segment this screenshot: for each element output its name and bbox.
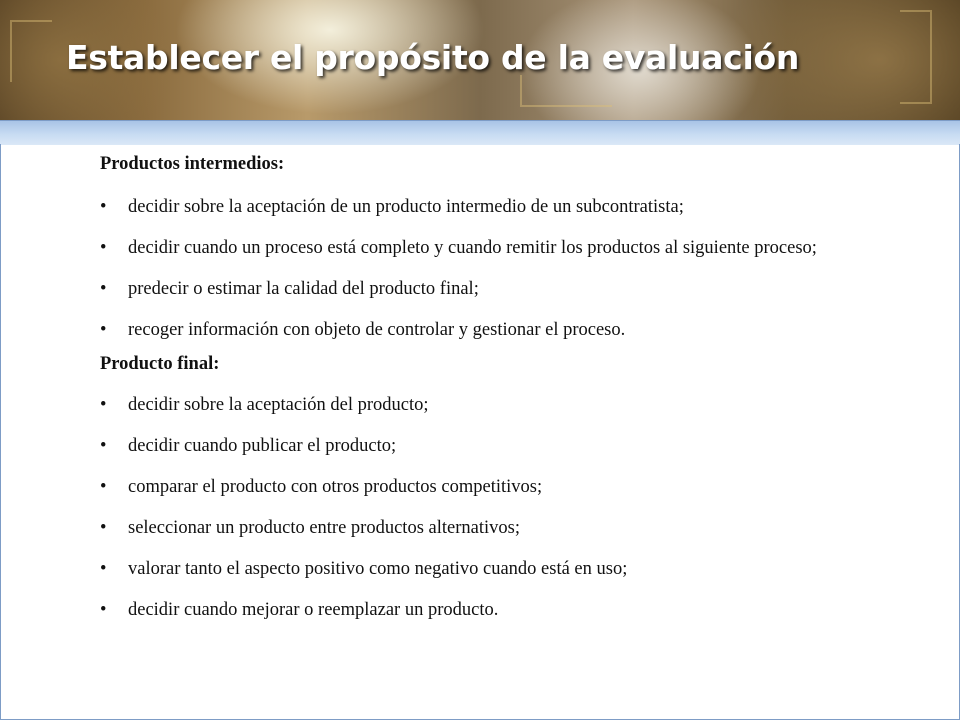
list-item (100, 558, 864, 580)
circuit-trace (10, 20, 52, 82)
bullet-icon: • (100, 320, 107, 340)
list-item-text: comparar el producto con otros productos competitivos; (128, 477, 543, 497)
list-item-text: valorar tanto el aspecto positivo como negativo cuando está en uso; (128, 559, 628, 579)
slide-content (100, 153, 864, 621)
bullet-icon: • (100, 600, 107, 620)
list-item (100, 319, 864, 341)
bullet-icon: • (100, 279, 107, 299)
list-item-text: decidir sobre la aceptación del producto; (128, 395, 429, 415)
list-item (100, 476, 864, 498)
bullet-icon: • (100, 395, 107, 415)
list-item-text: seleccionar un producto entre productos alternativos; (128, 518, 520, 538)
circuit-trace (900, 10, 932, 104)
section-heading: Producto final: (100, 354, 220, 374)
list-item-text: recoger información con objeto de controlar y gestionar el proceso. (128, 320, 626, 340)
bullet-icon: • (100, 197, 107, 217)
header-banner (0, 0, 960, 120)
list-item (100, 599, 864, 621)
list-item (100, 278, 864, 300)
circuit-trace (520, 75, 612, 107)
list-item-text: decidir cuando un proceso está completo y cuando remitir los productos al siguiente proceso; (128, 238, 817, 258)
bullet-icon: • (100, 436, 107, 456)
list-item-text: predecir o estimar la calidad del producto final; (128, 279, 479, 299)
title-band (0, 120, 960, 145)
list-item (100, 196, 864, 218)
list-item (100, 435, 864, 457)
bullet-icon: • (100, 559, 107, 579)
list-item-text: decidir cuando mejorar o reemplazar un producto. (128, 600, 499, 620)
list-item-text: decidir cuando publicar el producto; (128, 436, 397, 456)
section-heading: Productos intermedios: (100, 154, 285, 174)
list-item (100, 237, 864, 259)
page-title: Establecer el propósito de la evaluación (66, 38, 800, 77)
list-item-text: decidir sobre la aceptación de un producto intermedio de un subcontratista; (128, 197, 684, 217)
bullet-icon: • (100, 238, 107, 258)
bullet-icon: • (100, 518, 107, 538)
list-item (100, 394, 864, 416)
list-item (100, 517, 864, 539)
bullet-icon: • (100, 477, 107, 497)
